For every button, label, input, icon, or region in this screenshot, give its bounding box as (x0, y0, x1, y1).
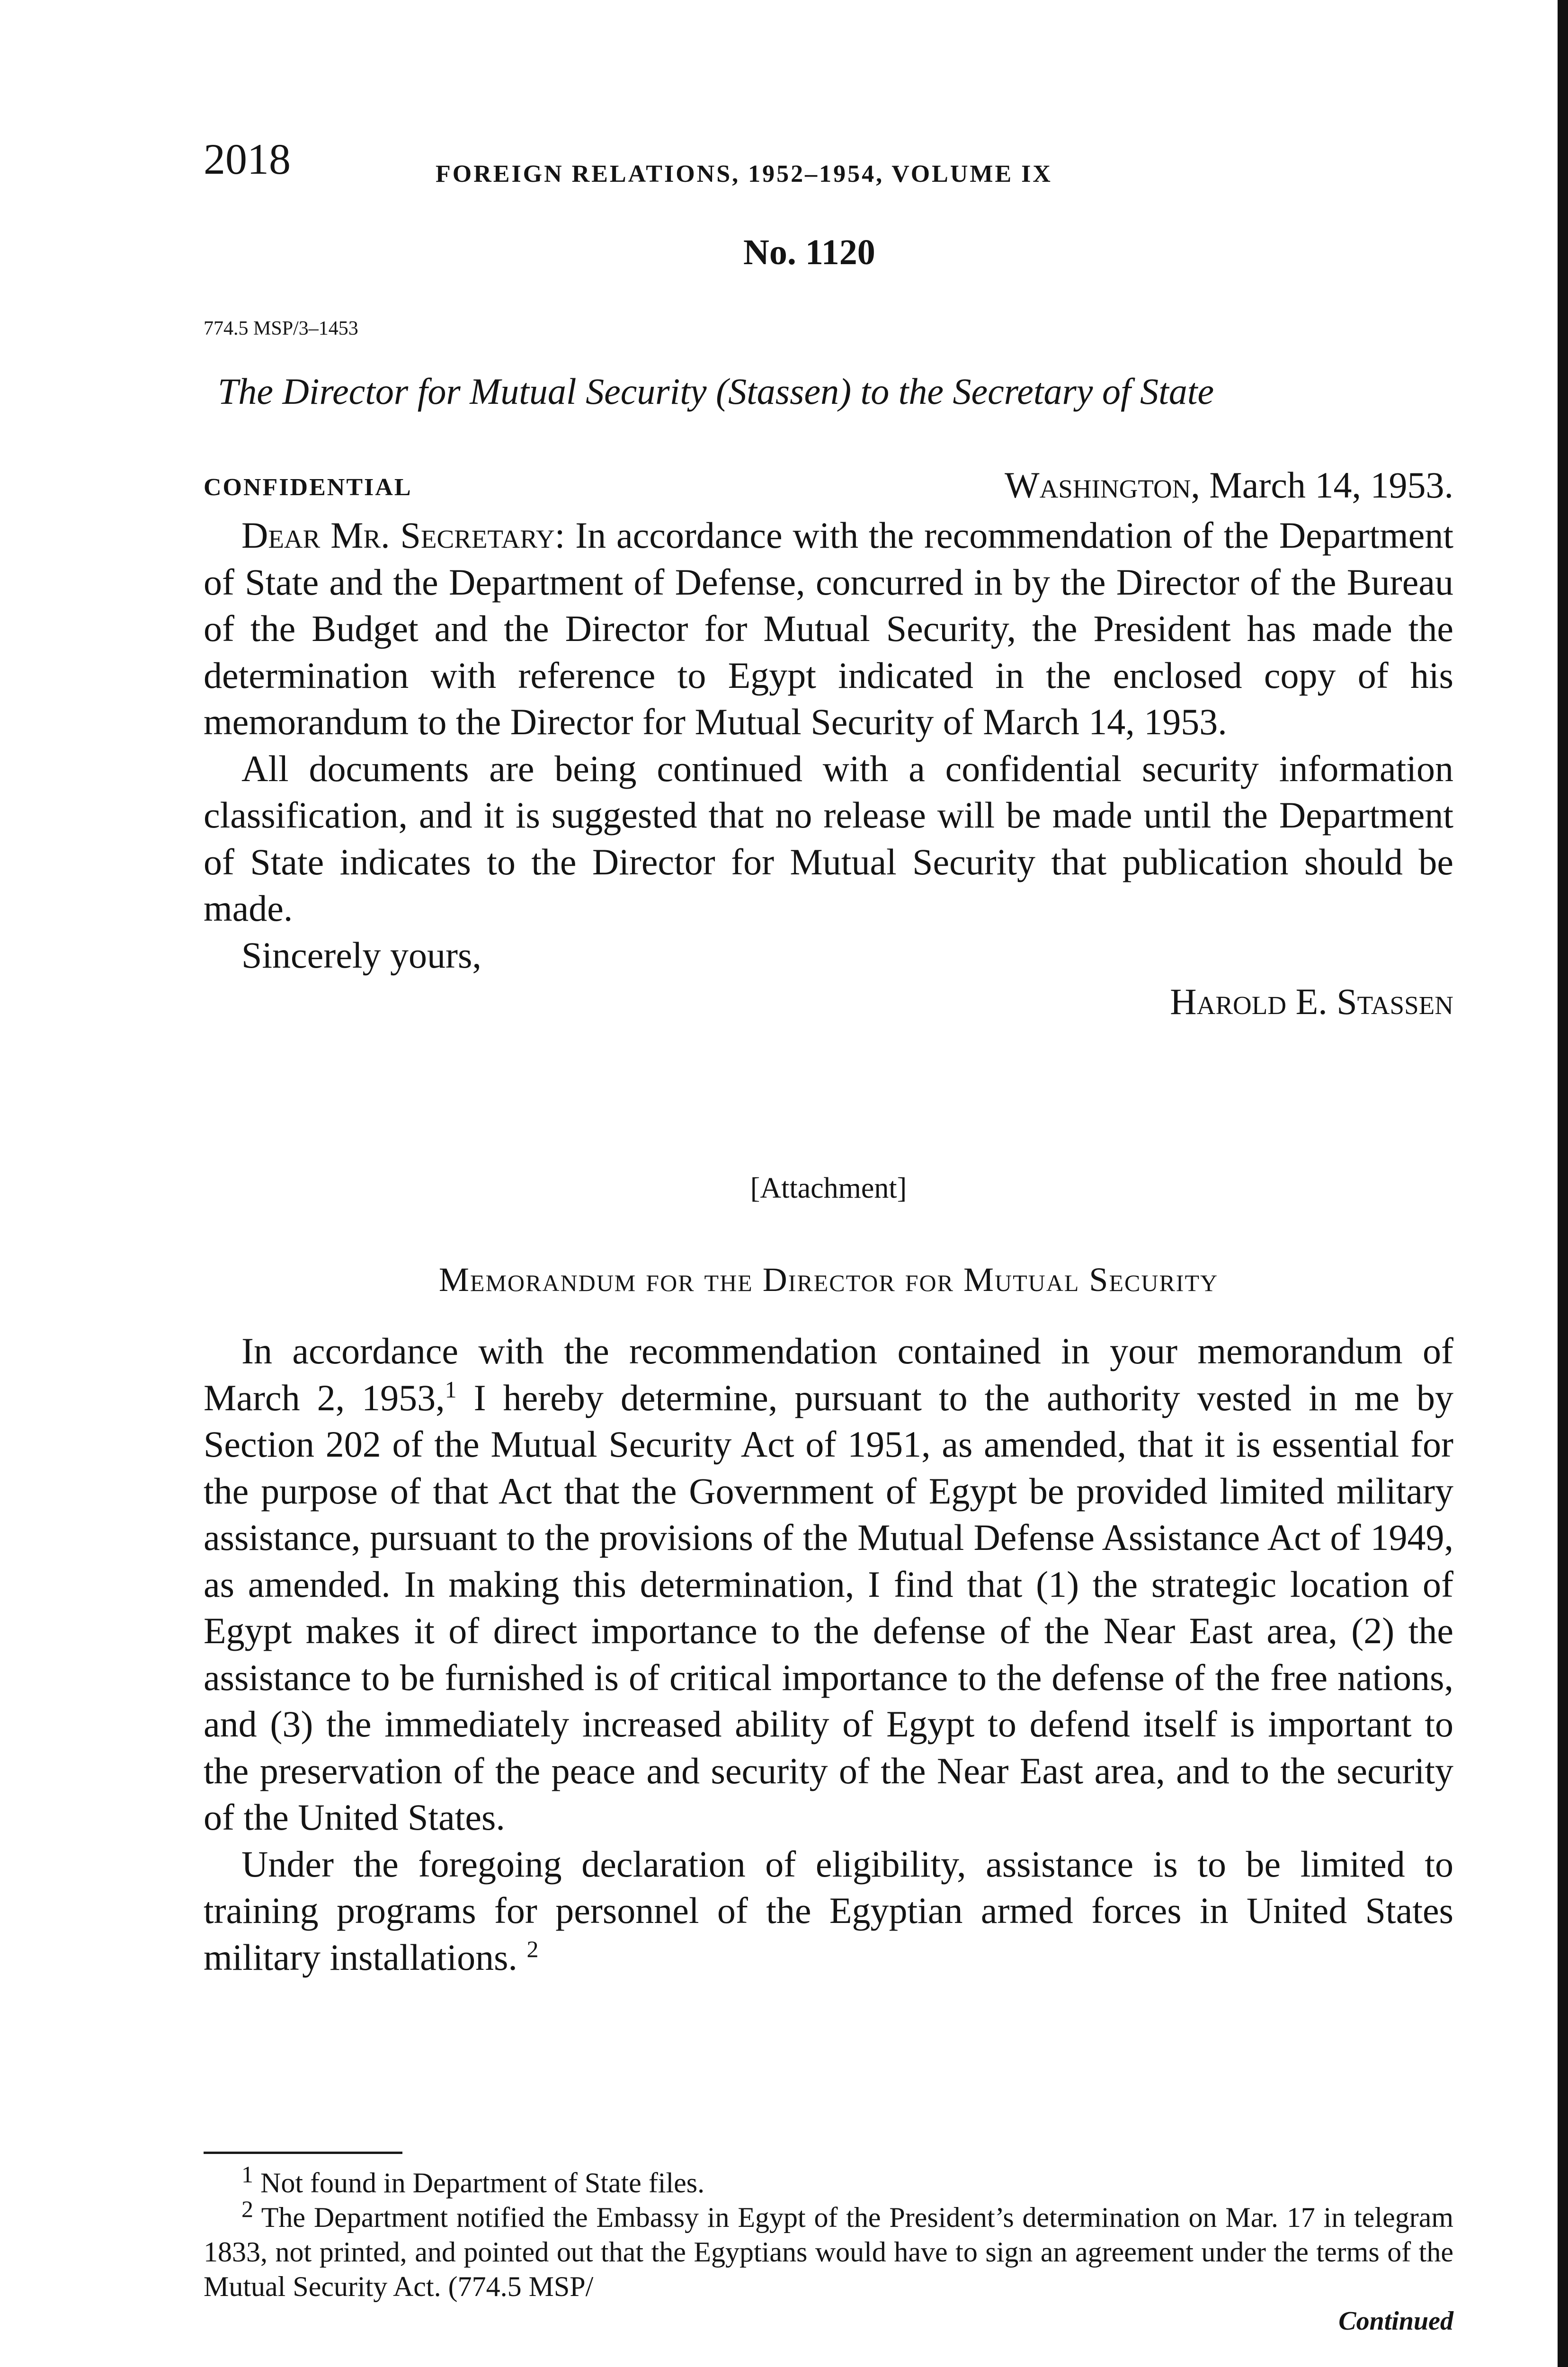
memo-title: Memorandum for the Director for Mutual Security (438, 1261, 1219, 1299)
letter-body (204, 512, 1453, 1025)
memo-paragraph-1 (204, 1328, 1453, 1841)
place-date (1005, 464, 1453, 507)
page-number: 2018 (204, 135, 291, 183)
document-number: No. 1120 (743, 232, 875, 272)
footnotes (204, 2161, 1453, 2339)
memo-paragraph-2 (204, 1841, 1453, 1981)
memo-paragraph-1-start: In accordance with the recommendation contained in your memorandum of March 2, 1953, (204, 1330, 1453, 1418)
footnote-divider (204, 2152, 402, 2154)
footnote-2-mark: 2 (241, 2196, 253, 2222)
signature: Harold E. Stassen (1170, 981, 1453, 1022)
letter-paragraph-1 (204, 512, 1453, 746)
file-reference: 774.5 MSP/3–1453 (204, 318, 358, 339)
classification-label: CONFIDENTIAL (204, 474, 412, 501)
running-title: FOREIGN RELATIONS, 1952–1954, VOLUME IX (436, 160, 1052, 187)
attachment-label: [Attachment] (750, 1172, 907, 1204)
footnote-1-mark: 1 (241, 2161, 253, 2188)
memo-paragraph-1-rest: I hereby determine, pursuant to the authority vested in me by Section 202 of the Mutual Security Act of 1951, as amended, that it is essential for the purpose of that Act that the Government of Egypt be provided limited military assistance, pursuant to the provisions of the Mutual Defense Assistance Act of 1949, as amended. In making this determination, I find that (1) the strategic location of Egypt makes it of direct importance to the defense of the Near East area, (2) the assistance to be furnished is of critical importance to the defense of the free nations, and (3) the immediately increased ability of Egypt to defend itself is important to the preservation of the peace and security of the Near East area, and to the security of the United States. (204, 1377, 1453, 1838)
scan-edge-shadow (1558, 0, 1568, 2367)
footnote-2 (204, 2196, 1453, 2304)
document-title: The Director for Mutual Security (Stassen) to the Secretary of State (218, 371, 1214, 412)
letter-paragraph-2: All documents are being continued with a confidential security information classification, and it is suggested that no release will be made until the Department of State indicates to the Director for Mutual Security that publication should be made. (204, 747, 1453, 929)
footnote-2-text: The Department notified the Embassy in Egypt of the President’s determination on Mar. 17 in telegram 1833, not printed, and pointed out that the Egyptians would have to sign an agreement under the terms of the Mutual Security Act. (774.5 MSP/ (204, 2202, 1453, 2302)
footnote-1-text: Not found in Department of State files. (253, 2167, 705, 2198)
continued-label: Continued (1338, 2306, 1453, 2336)
footnote-1 (204, 2161, 1453, 2200)
letter-closing: Sincerely yours, (241, 934, 481, 976)
letter-paragraph-1-text: In accordance with the recommendation of the Department of State and the Department of Defense, concurred in by the Director of the Bureau of the Budget and the Director for Mutual Security, the President has made the determination with reference to Egypt indicated in the enclosed copy of his memorandum to the Director for Mutual Security of March 14, 1953. (204, 515, 1454, 742)
salutation: Dear Mr. Secretary: (241, 515, 565, 556)
memo-paragraph-2-text: Under the foregoing declaration of eligibility, assistance is to be limited to training programs for personnel of the Egyptian armed forces in United States military installations. (204, 1843, 1453, 1978)
date: , March 14, 1953. (1191, 464, 1453, 506)
memo-body (204, 1328, 1453, 1981)
footnote-reference-2: 2 (526, 1935, 539, 1962)
place: Washington (1004, 464, 1191, 506)
document-page (204, 0, 1453, 2367)
footnote-reference-1: 1 (445, 1376, 457, 1403)
